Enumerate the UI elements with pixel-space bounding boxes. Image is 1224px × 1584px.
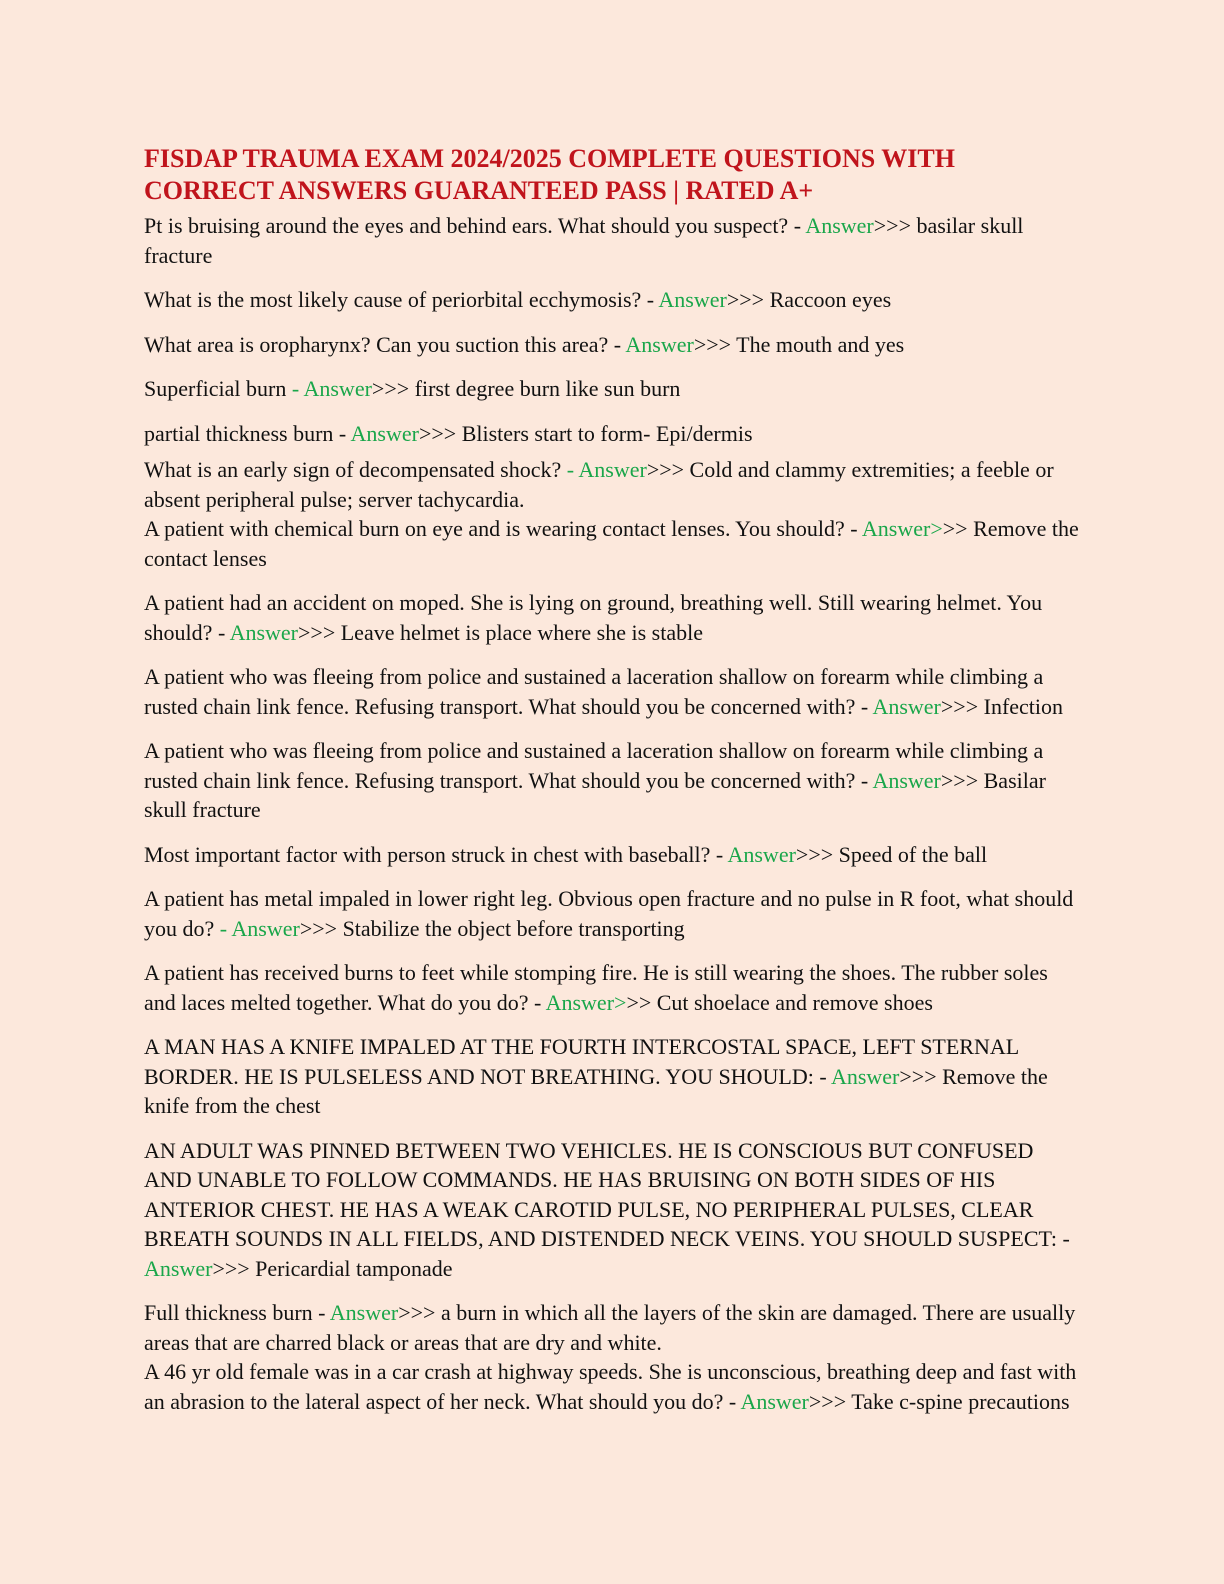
answer-arrow: >>> (873, 213, 911, 238)
answer-text: Cold and clammy extremities; a feeble or absent peripheral pulse; server tachycardia. (144, 457, 1054, 512)
answer-text: Infection (978, 693, 1064, 719)
question-text: Pt is bruising around the eyes and behind ears. What should you suspect? - (144, 213, 806, 238)
answer-text: Raccoon eyes (764, 287, 892, 312)
answer-arrow: >>> (693, 331, 732, 357)
qa-item (144, 285, 1084, 315)
answer-text: Leave helmet is place where she is stable (335, 619, 703, 645)
answer-text: basilar skull fracture (144, 213, 1024, 268)
answer-text: Remove the knife from the chest (144, 1063, 1048, 1118)
answer-text: Pericardial tamponade (249, 1255, 453, 1281)
answer-text: Basilar skull fracture (144, 767, 1046, 822)
answer-label: Answer> (545, 989, 627, 1015)
answer-label: Answer (872, 693, 941, 719)
question-text: A MAN HAS A KNIFE IMPALED AT THE FOURTH INTERCOSTAL SPACE, LEFT STERNAL BORDER. HE IS PULSELESS AND NOT BREATHING. YOU SHOULD: - (144, 1034, 1019, 1089)
answer-label: Answer (231, 915, 300, 941)
answer-label: Answer (740, 1388, 809, 1414)
question-text: What is the most likely cause of periorbital ecchymosis? - (144, 287, 659, 312)
answer-text: a burn in which all the layers of the skin are damaged. There are usually areas that are charred black or areas that are dry and white. (144, 1300, 1076, 1355)
qa-item (144, 374, 1084, 404)
answer-arrow: >>> (398, 1300, 436, 1325)
qa-item (144, 1136, 1084, 1284)
answer-arrow: >>> (940, 693, 979, 719)
qa-item (144, 958, 1084, 1017)
answer-label: Answer (625, 331, 694, 357)
qa-item (144, 884, 1084, 943)
answer-arrow: >>> (726, 287, 765, 312)
question-text: A patient has received burns to feet while stomping fire. He is still wearing the shoes. The rubber soles and laces melted together. What do you do? - (144, 960, 1048, 1015)
document-title (144, 143, 1084, 207)
qa-item (144, 588, 1084, 647)
answer-text: >> Cut shoelace and remove shoes (626, 989, 933, 1015)
answer-label: Answer (144, 1255, 213, 1281)
answer-text: The mouth and yes (731, 331, 905, 357)
qa-item (144, 419, 1084, 449)
answer-arrow: >>> (646, 457, 685, 482)
answer-arrow: >>> (899, 1063, 937, 1089)
qa-item (144, 1357, 1084, 1416)
question-text: partial thickness burn - (144, 420, 351, 446)
question-text: A patient who was fleeing from police and sustained a laceration shallow on forearm while climbing a rusted chain link fence. Refusing transport. What should you be concerned with? - (144, 664, 1044, 719)
answer-label: Answer (830, 1063, 900, 1089)
question-text: A 46 yr old female was in a car crash at highway speeds. She is unconscious, breathing deep and fast with an abrasion to the lateral aspect of her neck. What should you do? - (144, 1359, 1077, 1414)
question-text: What is an early sign of decompensated shock? (144, 457, 567, 482)
answer-text: Blisters start to form- Epi/dermis (456, 420, 753, 446)
qa-item (144, 211, 1084, 270)
answer-text: first degree burn like sun burn (409, 376, 681, 401)
answer-label: Answer (229, 619, 298, 645)
question-text: A patient who was fleeing from police and sustained a laceration shallow on forearm while climbing a rusted chain link fence. Refusing transport. What should you be concerned with? - (144, 738, 1044, 793)
answer-arrow: >>> (299, 915, 338, 941)
qa-item (144, 514, 1084, 573)
qa-item (144, 330, 1084, 360)
qa-item (144, 1298, 1084, 1357)
answer-label: Answer (805, 213, 874, 238)
qa-item (144, 662, 1084, 721)
qa-item (144, 736, 1084, 825)
question-text: A patient has metal impaled in lower right leg. Obvious open fracture and no pulse in R foot, what should you do? (144, 886, 1074, 941)
title-line-2: CORRECT ANSWERS GUARANTEED PASS | RATED A+ (144, 176, 814, 205)
answer-arrow: >>> (808, 1388, 847, 1414)
question-text: Superficial burn (144, 376, 292, 401)
question-text: AN ADULT WAS PINNED BETWEEN TWO VEHICLES. HE IS CONSCIOUS BUT CONFUSED AND UNABLE TO FOLLOW COMMANDS. HE HAS BRUISING ON BOTH SIDES OF HIS ANTERIOR CHEST. HE HAS A WEAK CAROTID PULSE, NO PERIPHERAL PULSES, CLEAR BREATH SOUNDS IN ALL FIELDS, AND DISTENDED NECK VEINS. YOU SHOULD SUSPECT: - (144, 1137, 1070, 1251)
question-text: A patient had an accident on moped. She is lying on ground, breathing well. Still wearing helmet. You should? - (144, 590, 1043, 645)
answer-arrow: >>> (298, 619, 336, 645)
answer-arrow: >>> (940, 767, 979, 793)
answer-arrow: >>> (795, 841, 834, 867)
qa-item (144, 840, 1084, 870)
answer-arrow: >>> (371, 376, 410, 401)
answer-text: Speed of the ball (833, 841, 988, 867)
answer-label: Answer (578, 457, 647, 482)
answer-arrow: >>> (212, 1255, 250, 1281)
answer-label: Answer> (861, 516, 943, 541)
question-text: What area is oropharynx? Can you suction this area? - (144, 331, 626, 357)
answer-separator: - (566, 457, 579, 482)
title-line-1: FISDAP TRAUMA EXAM 2024/2025 COMPLETE QUESTIONS WITH (144, 144, 955, 173)
answer-label: Answer (350, 420, 419, 446)
question-text: Full thickness burn - (144, 1300, 330, 1325)
answer-separator: - (291, 376, 304, 401)
answer-separator: - (219, 915, 232, 941)
answer-text: Take c-spine precautions (846, 1388, 1070, 1414)
answer-label: Answer (303, 376, 372, 401)
answer-arrow: >>> (418, 420, 457, 446)
qa-item (144, 1032, 1084, 1121)
answer-label: Answer (658, 287, 727, 312)
answer-label: Answer (727, 841, 796, 867)
question-text: Most important factor with person struck in chest with baseball? - (144, 841, 728, 867)
answer-label: Answer (329, 1300, 399, 1325)
answer-text: Stabilize the object before transporting (337, 915, 685, 941)
answer-label: Answer (872, 767, 941, 793)
question-text: A patient with chemical burn on eye and is wearing contact lenses. You should? - (144, 516, 862, 541)
qa-item (144, 455, 1084, 514)
answer-text: >> Remove the contact lenses (144, 516, 1079, 571)
